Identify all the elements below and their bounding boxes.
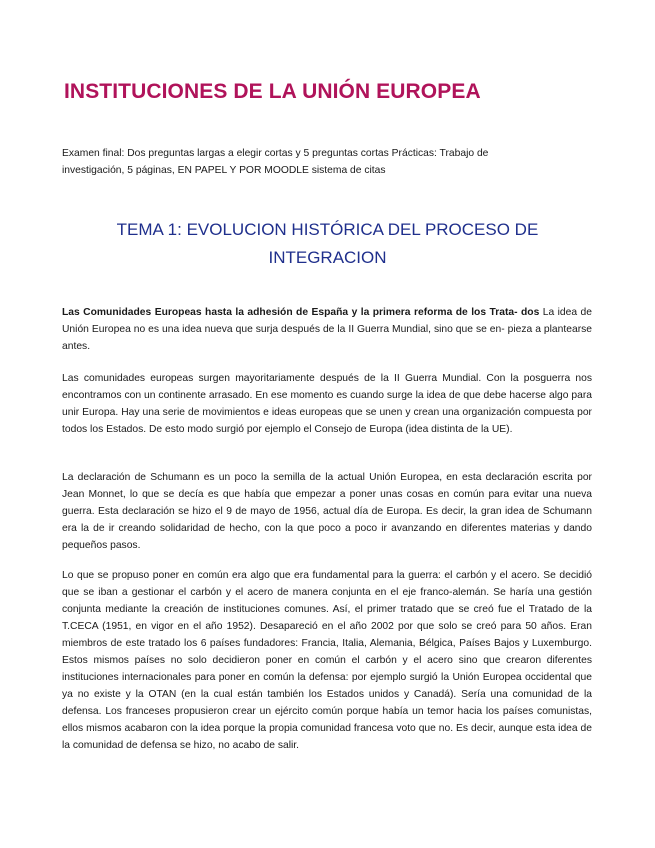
- paragraph-1-lead: Las Comunidades Europeas hasta la adhesión de España y la primera reforma de los Trata- dos: [62, 307, 540, 318]
- paragraph-1: [62, 304, 592, 355]
- paragraph-2: Las comunidades europeas surgen mayoritariamente después de la II Guerra Mundial. Con la posguerra nos encontramos con un continente arrasado. En ese momento es cuando surge la idea de que debe hacerse algo para unir Europa. Hay una serie de movimientos e ideas europeas que se unen y crean una organización compuesta por todos los Estados. De esto modo surgió por ejemplo el Consejo de Europa (idea distinta de la UE).: [62, 373, 592, 435]
- section-heading: TEMA 1: EVOLUCION HISTÓRICA DEL PROCESO DE INTEGRACION: [116, 220, 539, 267]
- paragraph-4: Lo que se propuso poner en común era algo que era fundamental para la guerra: el carbón y el acero. Se decidió que se iban a gestionar el carbón y el acero de manera conjunta en el eje franco-alemán. Se haría una gestión conjunta mediante la creación de instituciones comunes. Así, el primer tratado que se creó fue el Tratado de la T.CECA (1951, en vigor en el año 1952). Desapareció en el año 2002 por que solo se creó para 50 años. Eran miembros de este tratado los 6 países fundadores: Francia, Italia, Alemania, Bélgica, Países Bajos y Luxemburgo. Estos mismos países no solo decidieron poner en común el carbón y el acero sino que crearon diferentes instituciones internacionales para poner en común la defensa: por ejemplo surgió la Unión Europea occidental que ya no existe y la OTAN (en la cual están también los Estados unidos y Canadá). Sería una comunidad de la defensa. Los franceses propusieron crear un ejército común porque había un temor hacia los países comunistas, ellos mismos acabaron con la idea porque la propia comunidad francesa voto que no. Es decir, aunque esta idea de la comunidad de defensa se hizo, no acabo de salir.: [62, 570, 592, 751]
- exam-info: Examen final: Dos preguntas largas a elegir cortas y 5 preguntas cortas Prácticas: Trabajo de investigación, 5 páginas, EN PAPEL Y POR MOODLE sistema de citas: [62, 148, 489, 176]
- paragraph-1-text: La idea de Unión Europea no es una idea nueva que surja después de la II Guerra Mundial, sino que se en- pieza a plantearse antes.: [62, 307, 592, 352]
- paragraph-3: La declaración de Schumann es un poco la semilla de la actual Unión Europea, en esta declaración escrita por Jean Monnet, lo que se decía es que había que empezar a poner unas cosas en común para evitar una nueva guerra. Esta declaración se hizo el 9 de mayo de 1956, actual día de Europa. Es decir, la gran idea de Schumann era la de ir creando solidaridad de hecho, con la que poco a poco ir avanzando en diferentes materias y dando pequeños pasos.: [62, 472, 592, 551]
- document-title: INSTITUCIONES DE LA UNIÓN EUROPEA: [64, 80, 481, 103]
